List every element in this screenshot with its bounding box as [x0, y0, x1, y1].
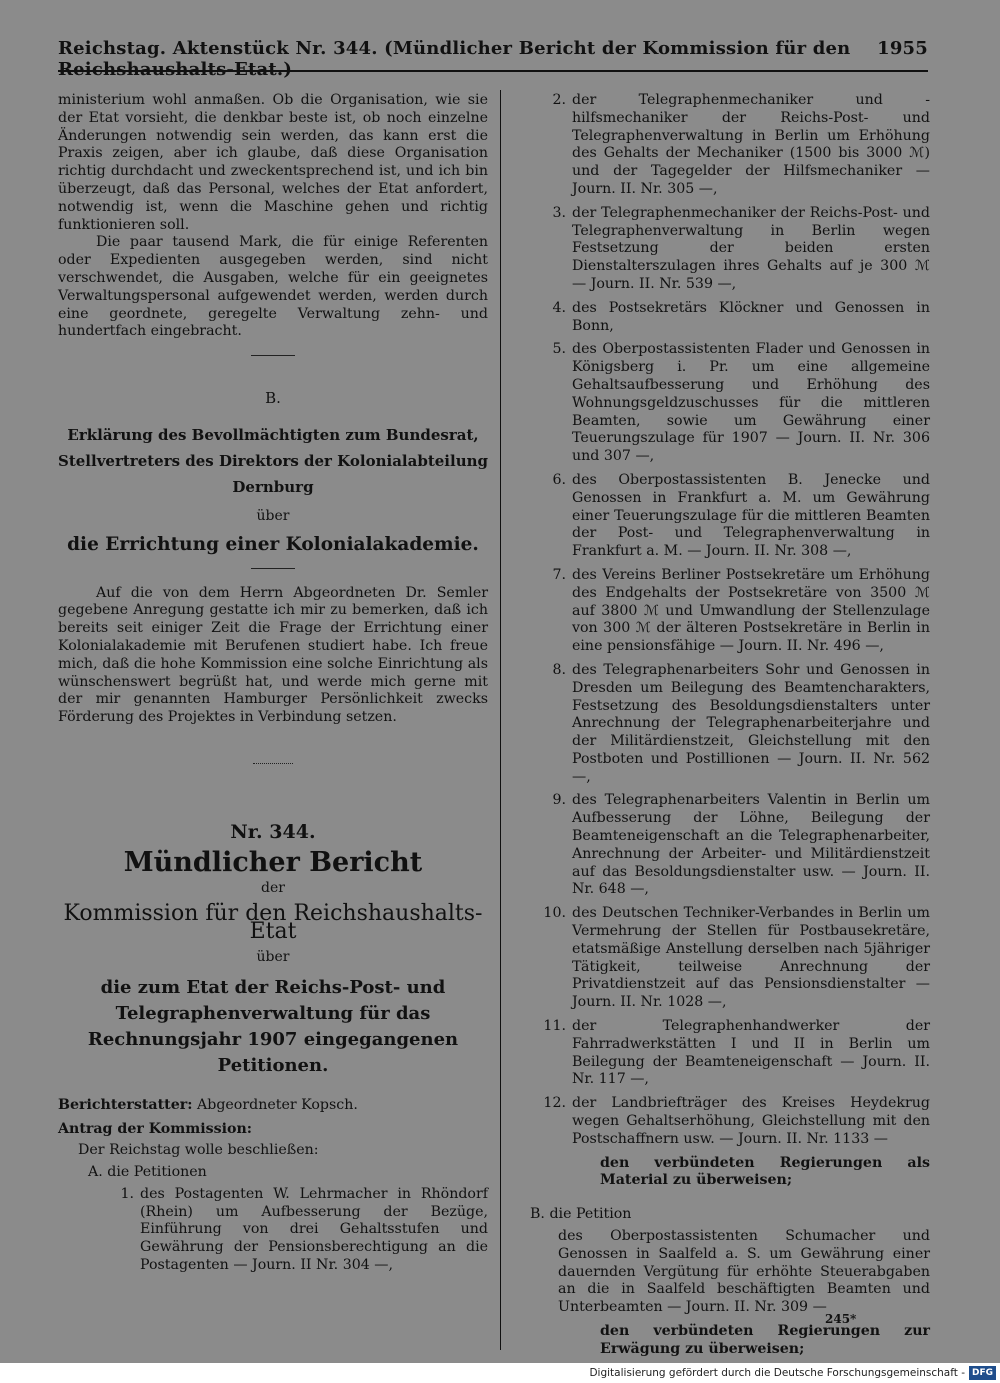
- column-divider: [500, 90, 501, 1350]
- item-number: 6.: [552, 471, 566, 488]
- list-item: [98, 1186, 488, 1275]
- section-b-text: des Oberpostassistenten Schumacher und Genossen in Saalfeld a. S. um Gewährung einer dauernden Vergütung für erhöhte Steuerabgaben an die in Saalfeld beschäftigten Beamten und Unterbeamten — Journ. II. Nr. 309 —: [558, 1228, 930, 1316]
- item-number: 4.: [552, 299, 566, 316]
- section-a-label: A. die Petitionen: [88, 1164, 207, 1181]
- item-number: 1.: [120, 1185, 134, 1202]
- item-text: der Telegraphenhandwerker der Fahrradwerkstätten I und II in Berlin um Beilegung der Beamteneigenschaft — Journ. II. Nr. 117 —,: [572, 1018, 930, 1088]
- list-item: [530, 472, 930, 561]
- reporter-label: Berichterstatter:: [58, 1096, 193, 1113]
- item-number: 8.: [552, 661, 566, 678]
- reichstag-line: Der Reichstag wolle beschließen:: [78, 1142, 319, 1159]
- right-column: [530, 92, 930, 1359]
- item-number: 9.: [552, 792, 566, 809]
- list-item: [530, 1018, 930, 1089]
- paragraph-2: Die paar tausend Mark, die für einige Referenten oder Expedienten ausgegeben werden, sind nicht verschwendet, die Ausgaben, welche für ein geeignetes Verwaltungspersonal aufgewendet werden, werden durch eine geordnete, geregelte Verwaltung zehn- und hundertfach eingebracht.: [58, 234, 488, 340]
- dfg-logo-icon: DFG: [969, 1366, 996, 1380]
- subject-heading: die zum Etat der Reichs-Post- und Telegraphenverwaltung für das Rechnungsjahr 1907 eingegangenen Petitionen.: [87, 976, 459, 1076]
- header-rule: [58, 70, 928, 72]
- reporter-value: Abgeordneter Kopsch.: [197, 1096, 358, 1113]
- section-b-heading: B.: [265, 389, 281, 408]
- ueber-label-2: über: [256, 948, 290, 965]
- credit-text: Digitalisierung gefördert durch die Deutsche Forschungsgemeinschaft -: [589, 1367, 965, 1379]
- list-item: [530, 205, 930, 294]
- declaration-heading: Erklärung des Bevollmächtigten zum Bundesrat, Stellvertreters des Direktors der Kolonialabteilung Dernburg: [58, 425, 488, 496]
- header-title: Reichstag. Aktenstück Nr. 344. (Mündlicher Bericht der Kommission für den Reichshaushalts-Etat.): [58, 38, 851, 80]
- list-item: [530, 300, 930, 336]
- dotted-separator: [253, 763, 293, 764]
- list-item: [530, 567, 930, 656]
- item-text: der Telegraphenmechaniker der Reichs-Post- und Telegraphenverwaltung in Berlin wegen Festsetzung der beiden ersten Dienstalterszulagen ihres Gehalts auf je 300 ℳ — Journ. II. Nr. 539 —,: [572, 204, 930, 292]
- item-text: des Deutschen Techniker-Verbandes in Berlin um Vermehrung der Stellen für Postbausekretäre, etatsmäßige Anstellung derselben nach 5jähriger Tätigkeit, teilweise Anrechnung der Privatdienstzeit auf das Pensionsdienstalter — Journ. II. Nr. 1028 —,: [572, 905, 930, 1011]
- der-label: der: [261, 879, 285, 896]
- paragraph-3: Auf die von dem Herrn Abgeordneten Dr. Semler gegebene Anregung gestatte ich mir zu bemerken, daß ich bereits seit einiger Zeit die Frage der Errichtung einer Kolonialakademie mit Berufenen studiert habe. Ich freue mich, daß die hohe Kommission eine solche Einrichtung als wünschenswert begrüßt hat, und werde mich gerne mit der mir genannten Hamburger Persönlichkeit zwecks Förderung des Projektes in Verbindung setzen.: [58, 584, 488, 726]
- list-item: [530, 92, 930, 199]
- left-column: [58, 92, 488, 1281]
- list-item: [530, 341, 930, 466]
- item-text: der Telegraphenmechaniker und -hilfsmechaniker der Reichs-Post- und Telegraphenverwaltung in Berlin um Erhöhung des Gehalts der Mechaniker (1500 bis 3000 ℳ) und der Tagegelder der Hilfsmechaniker — Journ. II. Nr. 305 —,: [572, 92, 930, 197]
- section-b-label: B. die Petition: [530, 1206, 632, 1223]
- document-number: Nr. 344.: [230, 820, 316, 843]
- item-number: 7.: [552, 566, 566, 583]
- page-header: [58, 38, 928, 80]
- item-number: 5.: [552, 341, 566, 358]
- petition-list-left: [58, 1186, 488, 1275]
- paragraph-1: ministerium wohl anmaßen. Ob die Organisation, wie sie der Etat vorsieht, die denkbar beste ist, ob noch einzelne Änderungen notwendig sein werden, das kann erst die Praxis zeigen, aber ich glaube, daß diese Organisation richtig durchdacht und zweckentsprechend ist, und ich bin überzeugt, daß das Personal, welches der Etat anfordert, notwendig ist, wenn die Maschine gehen und richtig funktionieren soll.: [58, 92, 488, 233]
- item-text: des Oberpostassistenten B. Jenecke und Genossen in Frankfurt a. M. um Gewährung einer Teuerungszulage für die mittleren Beamten der Post- und Telegraphenverwaltung in Frankfurt a. M. — Journ. II. Nr. 308 —,: [572, 471, 930, 560]
- petition-list-right: [530, 92, 930, 1149]
- verdict-material: den verbündeten Regierungen als Material zu überweisen;: [600, 1154, 930, 1189]
- item-number: 10.: [543, 905, 566, 922]
- topic-rule: [251, 568, 295, 569]
- reporter-line: [58, 1097, 488, 1115]
- motion-label: Antrag der Kommission:: [58, 1120, 253, 1137]
- list-item: [530, 905, 930, 1012]
- item-number: 11.: [543, 1018, 566, 1035]
- item-text: des Oberpostassistenten Flader und Genossen in Königsberg i. Pr. um eine allgemeine Gehaltsaufbesserung und Erhöhung des Wohnungsgeldzuschusses für die mittleren Beamten, sowie um Gewährung einer Teuerungszulage für 1907 — Journ. II. Nr. 306 und 307 —,: [572, 341, 930, 465]
- item-text: des Postsekretärs Klöckner und Genossen in Bonn,: [572, 299, 930, 334]
- ueber-label-1: über: [256, 507, 290, 524]
- commission-title: Kommission für den Reichshaushalts-Etat: [63, 901, 483, 945]
- list-item: [530, 1095, 930, 1148]
- item-number: 3.: [552, 204, 566, 221]
- section-rule: [251, 355, 295, 356]
- page-number: 1955: [877, 38, 928, 59]
- item-text: des Telegraphenarbeiters Sohr und Genossen in Dresden um Beilegung des Beamtencharakters, Festsetzung des Besoldungsdienstalters unter Anrechnung der Telegraphenarbeiterjahre und der Militärdienstzeit, Gleichstellung mit den Postboten und Postillionen — Journ. II. Nr. 562 —,: [572, 661, 930, 785]
- credit-bar: [0, 1363, 1000, 1383]
- report-title: Mündlicher Bericht: [123, 846, 423, 878]
- verdict-consideration: den verbündeten Regierungen zur Erwägung zu überweisen;: [600, 1323, 930, 1357]
- item-text: der Landbriefträger des Kreises Heydekrug wegen Gehaltserhöhung, Gleichstellung mit den Postschaffnern usw. — Journ. II. Nr. 1133 —: [572, 1095, 930, 1147]
- topic-heading: die Errichtung einer Kolonialakademie.: [67, 533, 479, 555]
- sheet-mark: 245*: [825, 1312, 857, 1326]
- item-number: 12.: [543, 1095, 566, 1112]
- item-number: 2.: [552, 92, 566, 108]
- item-text: des Postagenten W. Lehrmacher in Rhöndorf (Rhein) um Aufbesserung der Bezüge, Einführung von drei Gehaltsstufen und Gewährung der Pensionsberechtigung an die Postagenten — Journ. II Nr. 304 —,: [140, 1185, 488, 1274]
- item-text: des Vereins Berliner Postsekretäre um Erhöhung des Endgehalts der Postsekretäre von 3500 ℳ auf 3800 ℳ und Umwandlung der Stellenzulage von 300 ℳ der älteren Postsekretäre in Berlin in eine pensionsfähige — Journ. II. Nr. 496 —,: [572, 566, 930, 655]
- list-item: [530, 662, 930, 787]
- list-item: [530, 792, 930, 899]
- item-text: des Telegraphenarbeiters Valentin in Berlin um Aufbesserung der Löhne, Beilegung der Beamteneigenschaft an die Telegraphenarbeiter, Anrechnung der Arbeiter- und Militärdienstzeit auf das Besoldungsdienstalter usw. — Journ. II. Nr. 648 —,: [572, 792, 930, 898]
